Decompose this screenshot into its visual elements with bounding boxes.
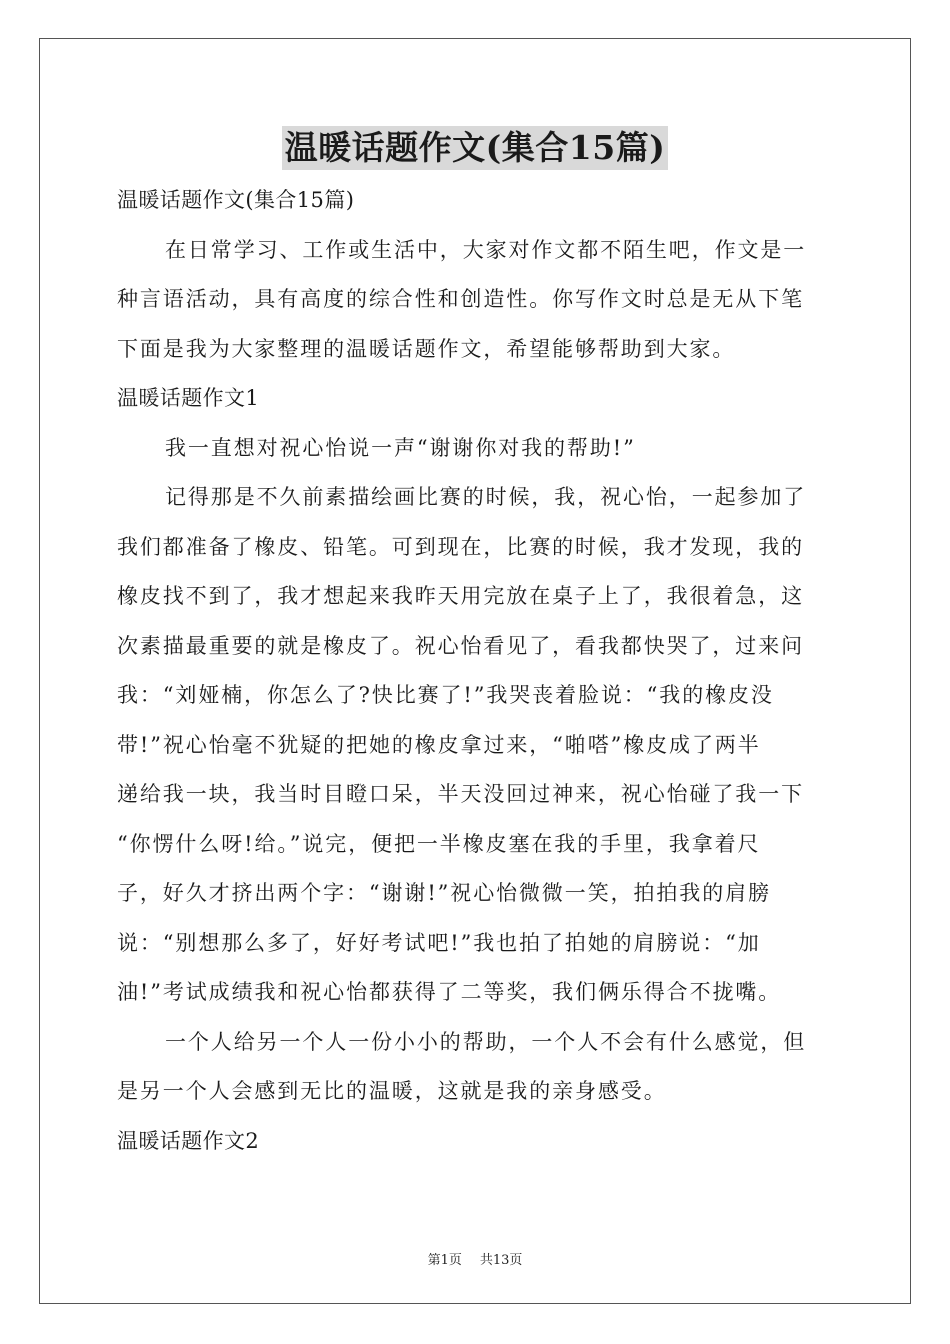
text-line: 说：“别想那么多了，好好考试吧!”我也拍了拍她的肩膀说：“加 <box>117 930 761 955</box>
text-line: 我：“刘娅楠，你怎么了?快比赛了!”我哭丧着脸说：“我的橡皮没 <box>117 683 774 707</box>
text-line: 下面是我为大家整理的温暖话题作文，希望能够帮助到大家。 <box>117 336 736 361</box>
document-title: 温暖话题作文(集合15篇) <box>282 126 669 170</box>
text-line: 橡皮找不到了，我才想起来我昨天用完放在桌子上了，我很着急，这 <box>117 584 804 608</box>
section-heading: 温暖话题作文2 <box>117 1128 260 1153</box>
section-heading: 温暖话题作文1 <box>117 386 260 410</box>
text-line: 我们都准备了橡皮、铅笔。可到现在，比赛的时候，我才发现，我的 <box>117 534 804 559</box>
text-line: 是另一个人会感到无比的温暖，这就是我的亲身感受。 <box>117 1079 667 1103</box>
text-line: 油!”考试成绩我和祝心怡都获得了二等奖，我们俩乐得合不拢嘴。 <box>117 980 782 1004</box>
text-line: 在日常学习、工作或生活中，大家对作文都不陌生吧，作文是一 <box>165 237 807 262</box>
text-line: 子，好久才挤出两个字：“谢谢!”祝心怡微微一笑，拍拍我的肩膀 <box>117 881 771 905</box>
page-number: 第1页 <box>427 1253 462 1268</box>
text-line: 次素描最重要的就是橡皮了。祝心怡看见了，看我都快哭了，过来问 <box>117 633 804 658</box>
text-line: “你愣什么呀!给。”说完，便把一半橡皮塞在我的手里，我拿着尺 <box>117 831 761 856</box>
text-line: 一个人给另一个人一份小小的帮助，一个人不会有什么感觉，但 <box>165 1029 807 1054</box>
text-line: 种言语活动，具有高度的综合性和创造性。你写作文时总是无从下笔 <box>117 287 804 311</box>
page-total: 共13页 <box>479 1253 523 1268</box>
title-container <box>0 126 950 170</box>
text-line: 我一直想对祝心怡说一声“谢谢你对我的帮助!” <box>165 435 636 460</box>
text-line: 记得那是不久前素描绘画比赛的时候，我，祝心怡，一起参加了 <box>165 485 807 509</box>
document-body <box>117 176 833 1166</box>
text-line: 递给我一块，我当时目瞪口呆，半天没回过神来，祝心怡碰了我一下 <box>117 782 804 806</box>
section-heading: 温暖话题作文(集合15篇) <box>117 188 355 212</box>
text-line: 带!”祝心怡毫不犹疑的把她的橡皮拿过来，“啪嗒”橡皮成了两半 <box>117 732 761 757</box>
page-footer <box>0 1249 950 1268</box>
